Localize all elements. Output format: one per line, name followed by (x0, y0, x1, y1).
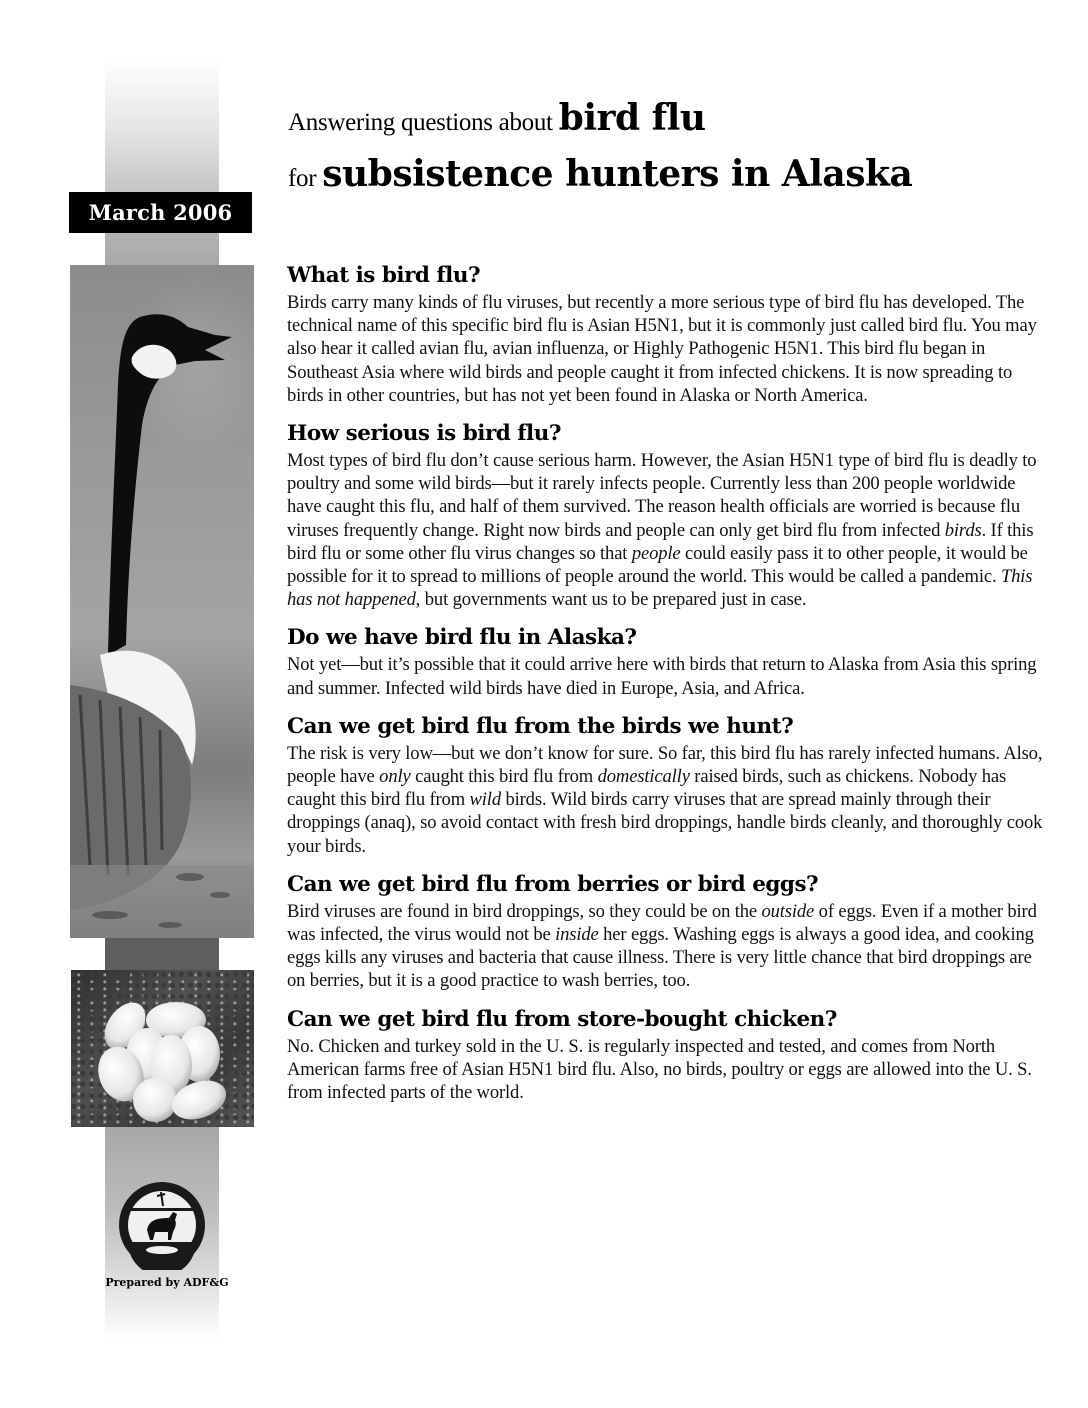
emphasis-text: domestically (597, 766, 690, 788)
qa-section (287, 870, 1047, 993)
title-emphasis: bird flu (558, 97, 706, 139)
page-title (288, 97, 1048, 200)
adfg-seal-icon (117, 1180, 207, 1270)
body-text: of eggs. Even if a mother bird was infected, the virus would not be (287, 900, 1037, 946)
emphasis-text: birds (944, 519, 982, 541)
title-prefix: Answering questions about (288, 109, 559, 136)
section-body (287, 449, 1047, 611)
body-text: Not yet—but it’s possible that it could arrive here with birds that return to Alaska from Asia this spring and summer. Infected wild birds have died in Europe, Asia, and Africa. (287, 654, 1037, 699)
date-badge (69, 192, 252, 233)
sidebar-dark-band (105, 938, 219, 970)
prepared-by-credit: Prepared by ADF&G (105, 1276, 229, 1289)
qa-section (287, 623, 1047, 699)
qa-section (287, 1005, 1047, 1105)
date-text: March 2006 (88, 200, 233, 225)
emphasis-text: This has not happened (287, 566, 1033, 611)
subtitle-emphasis: subsistence hunters in Alaska (322, 153, 913, 195)
emphasis-text: inside (555, 924, 599, 946)
section-body (287, 742, 1047, 858)
body-text: The risk is very low—but we don’t know for sure. So far, this bird flu has rarely infected humans. Also, people have (287, 742, 1043, 788)
body-text: Bird viruses are found in bird droppings, so they could be on the (287, 900, 762, 922)
title-line-1 (288, 97, 1048, 144)
section-heading: Can we get bird flu from berries or bird eggs? (287, 871, 819, 897)
body-text: . If this bird flu or some other flu virus changes so that (287, 519, 1034, 564)
section-heading: Can we get bird flu from store-bought chicken? (287, 1006, 837, 1032)
goose-illustration (70, 265, 254, 938)
eggs-in-nest-photo (71, 970, 254, 1127)
emphasis-text: only (379, 766, 411, 788)
emphasis-text: wild (469, 789, 501, 811)
section-body (287, 1035, 1047, 1105)
sidebar-gradient-strip (105, 60, 219, 265)
body-text: caught this bird flu from (410, 766, 598, 788)
section-heading: Do we have bird flu in Alaska? (287, 625, 637, 651)
goose-photo (70, 265, 254, 938)
section-heading: Can we get bird flu from the birds we hunt? (287, 713, 794, 739)
eggs-illustration (71, 970, 254, 1127)
emphasis-text: people (631, 542, 681, 564)
section-body (287, 653, 1047, 699)
qa-section (287, 261, 1047, 407)
body-text: Most types of bird flu don’t cause serious harm. However, the Asian H5N1 type of bird flu is deadly to poultry and some wild birds—but it rarely infects people. Currently less than 200 people worldwide have caught this flu, and half of them survived. The reason health officials are worried is because flu viruses frequently change. Right now birds and people can only get bird flu from infected (287, 450, 1037, 541)
subtitle-prefix: for (288, 165, 323, 192)
section-body (287, 291, 1047, 407)
body-text: No. Chicken and turkey sold in the U. S. is regularly inspected and tested, and comes from North American farms free of Asian H5N1 bird flu. Also, no birds, poultry or eggs are allowed into the U. S. from infected parts of the world. (287, 1035, 1032, 1104)
body-text: , but governments want us to be prepared just in case. (415, 589, 807, 611)
body-text: birds. Wild birds carry viruses that are spread mainly through their droppings (anaq), so avoid contact with fresh bird droppings, handle birds cleanly, and thoroughly cook your birds. (287, 789, 1043, 857)
qa-section (287, 419, 1047, 611)
body-text: could easily pass it to other people, it would be possible for it to spread to millions of people around the world. This would be called a pandemic. (287, 542, 1028, 588)
title-line-2 (288, 153, 1048, 200)
body-text: raised birds, such as chickens. Nobody has caught this bird flu from (287, 766, 1007, 811)
egg (133, 1078, 177, 1122)
qa-content (287, 261, 1047, 1104)
body-text: Birds carry many kinds of flu viruses, but recently a more serious type of bird flu has developed. The technical name of this specific bird flu is Asian H5N1, but it is commonly just called bird flu. You may also hear it called avian flu, avian influenza, or Highly Pathogenic H5N1. This bird flu began in Southeast Asia where wild birds and people caught it from infected chickens. It is now spreading to birds in other countries, but has not yet been found in Alaska or North America. (287, 292, 1037, 406)
qa-section (287, 712, 1047, 858)
emphasis-text: outside (761, 900, 815, 922)
section-heading: What is bird flu? (287, 263, 481, 288)
section-heading: How serious is bird flu? (287, 421, 561, 447)
section-body (287, 900, 1047, 993)
body-text: her eggs. Washing eggs is always a good idea, and cooking eggs kills any viruses and bacteria that cause illness. There is very little chance that bird droppings are on berries, but it is a good practice to wash berries, too. (287, 924, 1034, 992)
